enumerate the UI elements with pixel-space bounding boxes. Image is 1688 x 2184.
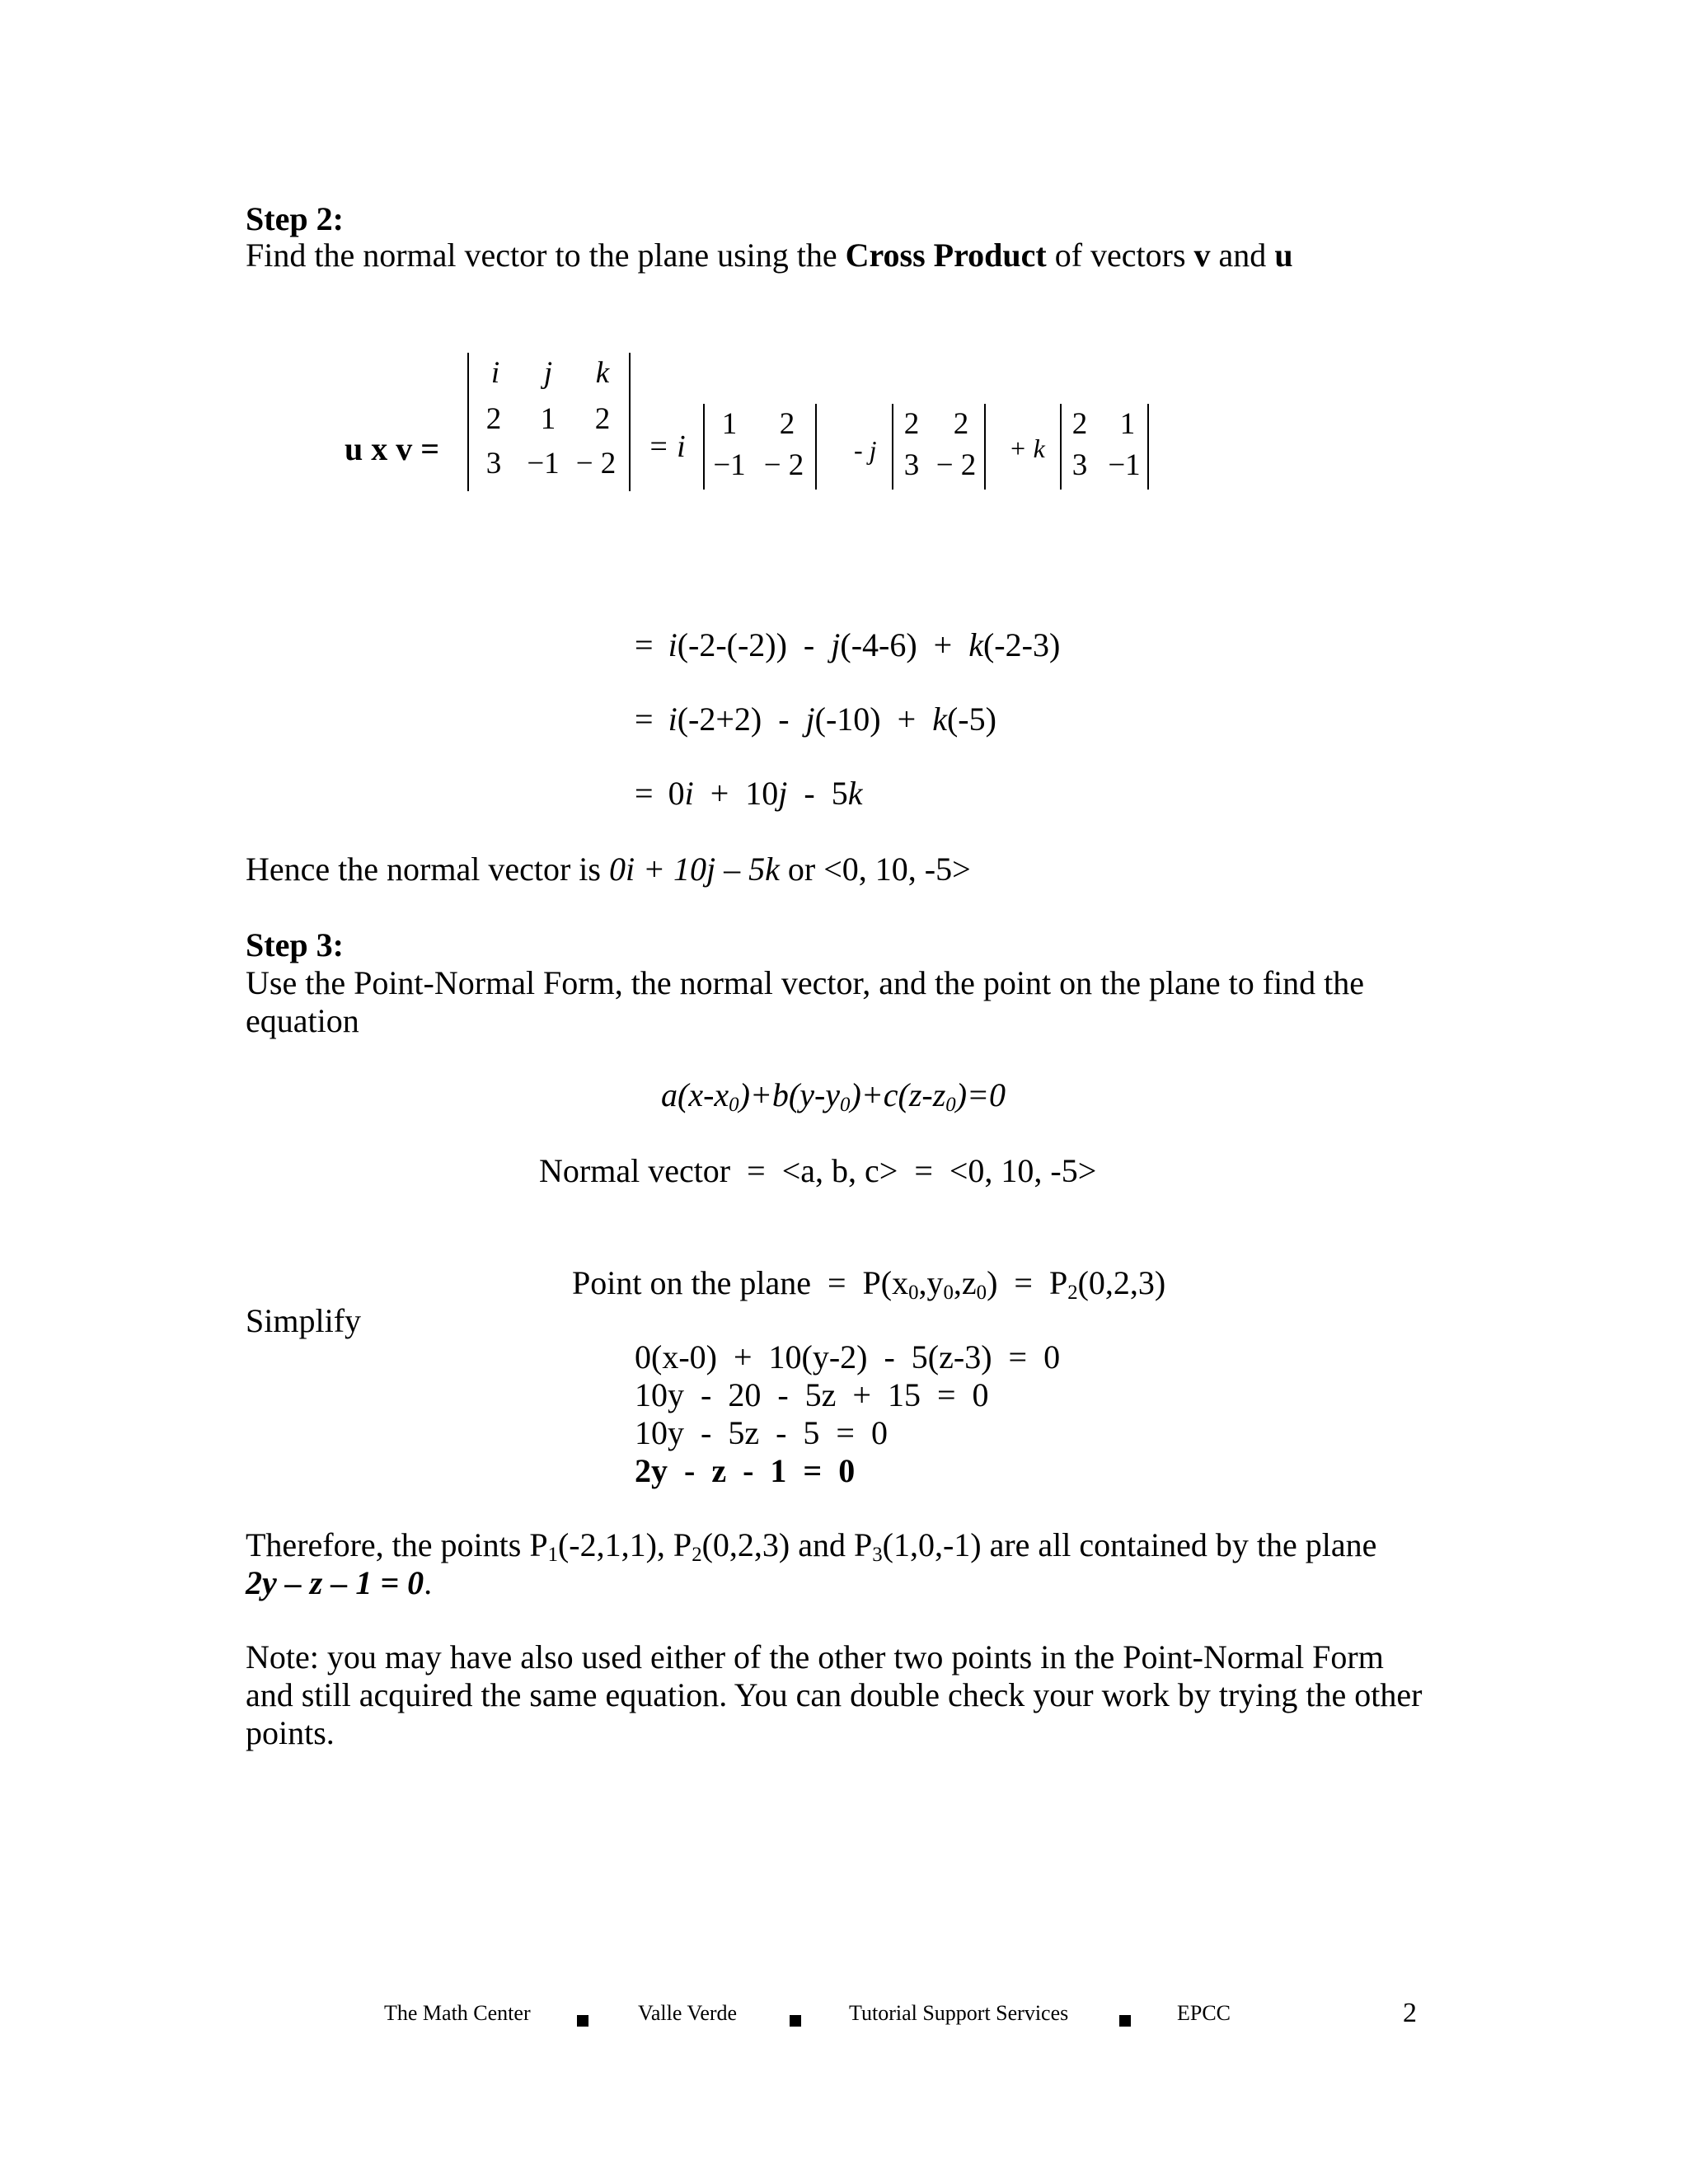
therefore-text: (1,0,-1) are all contained by the plane	[882, 1526, 1377, 1563]
det-cell: 1	[540, 402, 556, 436]
det-cell: 1	[721, 407, 738, 441]
minor-j-determinant	[892, 404, 986, 490]
det-cell: 3	[903, 448, 920, 482]
therefore-text: (0,2,3) and P	[701, 1526, 873, 1563]
unit-i: i	[668, 701, 678, 738]
det-cell: − 2	[935, 448, 977, 482]
step2-heading: Step 2:	[246, 200, 344, 237]
det-cell: −1	[713, 448, 746, 482]
term: - 5	[787, 775, 848, 812]
point-on-plane-line	[539, 1226, 1165, 1340]
formula-part: a(x-x	[661, 1076, 729, 1113]
note-line-3: points.	[246, 1714, 335, 1751]
det-cell: j	[543, 356, 553, 390]
unit-j: j	[831, 626, 841, 663]
step2-instruction-text: Find the normal vector to the plane using the	[246, 237, 846, 274]
expansion-line-3	[635, 775, 862, 813]
subscript: 3	[872, 1544, 883, 1567]
step2-instruction-mid: of vectors	[1046, 237, 1194, 274]
formula-part: )+c(z-z	[850, 1076, 946, 1113]
point-normal-formula	[661, 1076, 1006, 1117]
formula-part: )=0	[955, 1076, 1006, 1113]
hence-text: Hence the normal vector is	[246, 851, 609, 888]
term: (-2+2) -	[677, 701, 806, 738]
det-cell: 3	[1071, 448, 1088, 482]
subscript: 0	[943, 1282, 954, 1305]
point-part: Point on the plane = P(x	[572, 1264, 909, 1301]
det-cell: i	[490, 356, 500, 390]
det-cell: 3	[485, 447, 502, 480]
footer-math-center: The Math Center	[384, 2001, 531, 2025]
footer-separator-square-icon	[577, 2008, 588, 2032]
det-cell: 2	[594, 402, 611, 436]
subscript: 0	[840, 1094, 851, 1117]
vector-v: v	[1193, 237, 1211, 274]
therefore-text: Therefore, the points P	[246, 1526, 548, 1563]
expansion-line-1	[635, 626, 1060, 664]
term: + 10	[693, 775, 779, 812]
vector-u: u	[1274, 237, 1293, 274]
unit-i: i	[684, 775, 694, 812]
step3-instruction-line-1: Use the Point-Normal Form, the normal vector, and the point on the plane to find the	[246, 964, 1364, 1001]
det-cell: 2	[953, 407, 969, 441]
therefore-line-2	[246, 1564, 432, 1602]
page-number: 2	[1403, 1998, 1417, 2028]
unit-j: j	[805, 701, 815, 738]
therefore-text: (-2,1,1), P	[557, 1526, 692, 1563]
det-cell: − 2	[575, 447, 617, 480]
simplify-line-1: 0(x-0) + 10(y-2) - 5(z-3) = 0	[635, 1338, 1061, 1376]
step2-instruction	[246, 237, 1293, 274]
formula-part: )+b(y-y	[738, 1076, 841, 1113]
simplify-result: 2y - z - 1 = 0	[635, 1452, 856, 1489]
unit-j: j	[778, 775, 788, 812]
footer-valle-verde: Valle Verde	[638, 2001, 738, 2025]
footer-tutorial-support: Tutorial Support Services	[849, 2001, 1069, 2025]
point-part: (0,2,3)	[1077, 1264, 1166, 1301]
simplify-label: Simplify	[246, 1302, 362, 1339]
det-cell: 2	[779, 407, 795, 441]
unit-k: k	[968, 626, 983, 663]
normal-vector-line: Normal vector = <a, b, c> = <0, 10, -5>	[539, 1152, 1097, 1189]
det-cell: − 2	[763, 448, 804, 482]
term: (-4-6) +	[840, 626, 969, 663]
unit-i: i	[668, 626, 678, 663]
point-part: ,z	[953, 1264, 977, 1301]
minus-j: - j	[854, 435, 877, 465]
subscript: 0	[945, 1094, 956, 1117]
minor-k-determinant	[1060, 404, 1149, 490]
term: (-2-(-2)) -	[677, 626, 832, 663]
term: (-10) +	[814, 701, 933, 738]
subscript: 2	[692, 1544, 702, 1567]
step3-heading: Step 3:	[246, 926, 344, 963]
equals-sign: =	[635, 701, 654, 738]
simplify-line-3: 10y - 5z - 5 = 0	[635, 1414, 888, 1451]
footer-separator-square-icon	[790, 2008, 801, 2032]
det-cell: 2	[485, 402, 502, 436]
hence-line	[246, 851, 971, 888]
subscript: 2	[1067, 1282, 1078, 1305]
minor-i-determinant	[703, 404, 817, 490]
det-cell: −1	[1108, 448, 1141, 482]
note-line-2: and still acquired the same equation. You can double check your work by trying the other	[246, 1676, 1423, 1713]
step2-and: and	[1210, 237, 1275, 274]
plus-k: + k	[1009, 434, 1045, 463]
main-determinant	[467, 353, 631, 491]
expansion-line-2	[635, 701, 996, 738]
normal-vector-expression: 0i + 10j – 5k	[608, 851, 780, 888]
equals-sign: =	[635, 626, 654, 663]
det-cell: k	[595, 356, 610, 390]
term: 0	[668, 775, 685, 812]
term: (-2-3)	[982, 626, 1061, 663]
det-cell: 2	[903, 407, 920, 441]
cross-product-term: Cross Product	[845, 237, 1047, 274]
point-part: ) = P	[987, 1264, 1068, 1301]
subscript: 0	[729, 1094, 739, 1117]
det-cell: −1	[527, 447, 560, 480]
normal-vector-components: or <0, 10, -5>	[779, 851, 971, 888]
det-cell: 1	[1119, 407, 1136, 441]
footer-separator-square-icon	[1119, 2008, 1131, 2032]
subscript: 0	[908, 1282, 919, 1305]
plane-equation: 2y – z – 1 = 0	[246, 1564, 424, 1601]
point-part: ,y	[918, 1264, 944, 1301]
cross-lhs: u x v =	[345, 430, 440, 467]
unit-k: k	[847, 775, 863, 812]
simplify-line-2: 10y - 20 - 5z + 15 = 0	[635, 1376, 989, 1413]
note-line-1: Note: you may have also used either of the other two points in the Point-Normal Form	[246, 1638, 1384, 1675]
unit-k: k	[932, 701, 947, 738]
eq-i: = i	[648, 429, 686, 464]
therefore-line-1	[246, 1526, 1377, 1567]
step3-instruction-line-2: equation	[246, 1002, 359, 1039]
period: .	[424, 1564, 433, 1601]
subscript: 0	[976, 1282, 987, 1305]
term: (-5)	[946, 701, 996, 738]
det-cell: 2	[1071, 407, 1088, 441]
subscript: 1	[547, 1544, 558, 1567]
footer-epcc: EPCC	[1177, 2001, 1231, 2025]
equals-sign: =	[635, 775, 654, 812]
